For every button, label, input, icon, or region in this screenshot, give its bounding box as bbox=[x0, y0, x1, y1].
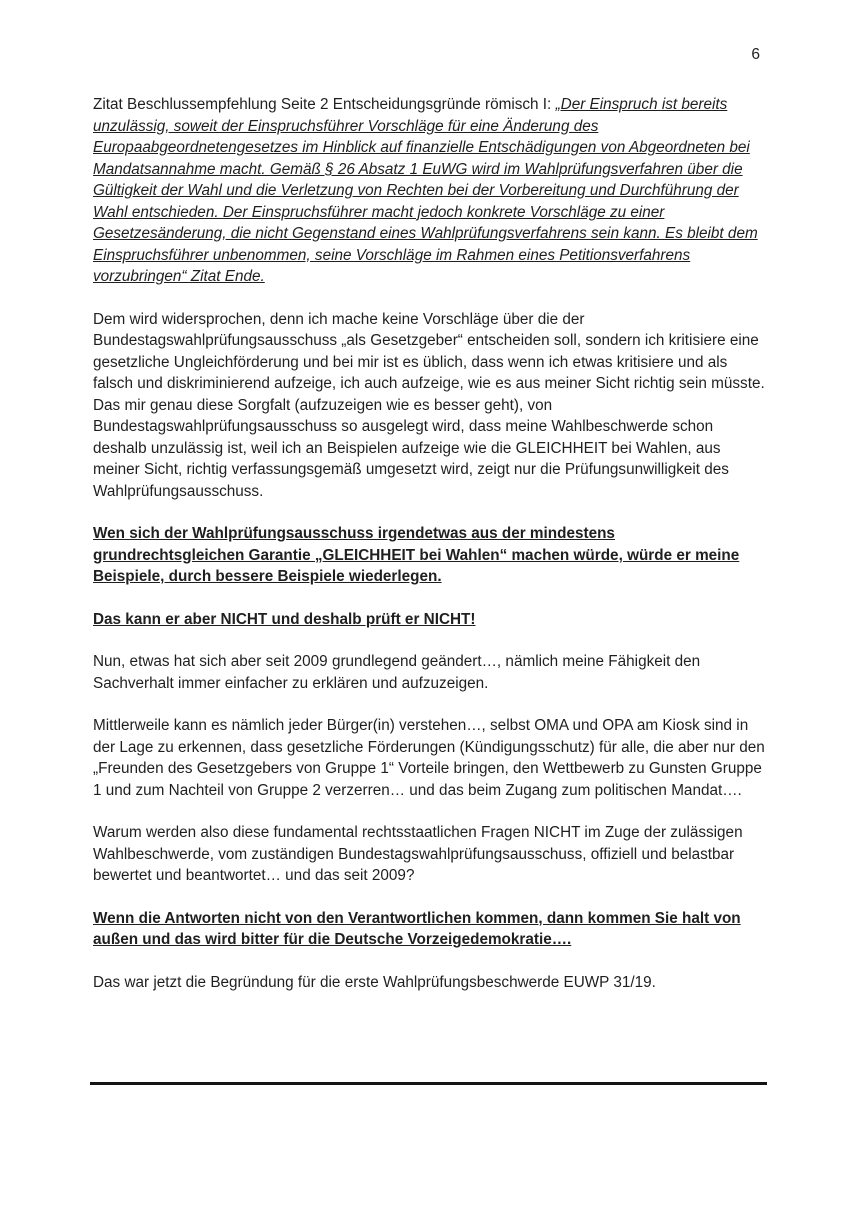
paragraph-emphasis-nicht: Das kann er aber NICHT und deshalb prüft er NICHT! bbox=[93, 610, 476, 628]
page-number: 6 bbox=[751, 46, 760, 63]
quote-lead-in: Zitat Beschlussempfehlung Seite 2 Entscheidungsgründe römisch I: bbox=[93, 96, 556, 113]
document-body bbox=[93, 94, 769, 1014]
paragraph-quote-block bbox=[93, 94, 769, 288]
paragraph-change-since-2009: Nun, etwas hat sich aber seit 2009 grundlegend geändert…, nämlich meine Fähigkeit den Sachverhalt immer einfacher zu erklären und aufzuzeigen. bbox=[93, 653, 701, 692]
paragraph-closing-statement: Das war jetzt die Begründung für die erste Wahlprüfungsbeschwerde EUWP 31/19. bbox=[93, 973, 656, 991]
paragraph-emphasis-guarantee: Wen sich der Wahlprüfungsausschuss irgendetwas aus der mindestens grundrechtsgleichen Garantie „GLEICHHEIT bei Wahlen“ machen würde, würde er meine Beispiele, durch bessere Beispiele wiederlegen. bbox=[93, 525, 740, 585]
footer-separator-line bbox=[90, 1082, 767, 1085]
paragraph-rebuttal: Dem wird widersprochen, denn ich mache keine Vorschläge über die der Bundestagswahlprüfungsausschuss „als Gesetzgeber“ entscheiden soll, sondern ich kritisiere eine gesetzliche Ungleichförderung und bei mir ist es üblich, dass wenn ich etwas kritisiere und als falsch und diskriminierend aufzeige, ich auch aufzeige, wie es aus meiner Sicht richtig sein müsste. Das mir genau diese Sorgfalt (aufzuzeigen wie es besser geht), von Bundestagswahlprüfungsausschuss so ausgelegt wird, dass meine Wahlbeschwerde schon deshalb unzulässig ist, weil ich an Beispielen aufzeige wie die GLEICHHEIT bei Wahlen, aus meiner Sicht, richtig verfassungsgemäß umgesetzt wird, zeigt nur die Prüfungsunwilligkeit des Wahlprüfungsausschuss. bbox=[93, 310, 765, 500]
paragraph-warum-frage: Warum werden also diese fundamental rechtsstaatlichen Fragen NICHT im Zuge der zulässigen Wahlbeschwerde, vom zuständigen Bundestagswahlprüfungsausschuss, offiziell und belastbar bewertet und beantwortet… und das seit 2009? bbox=[93, 824, 743, 884]
paragraph-emphasis-antworten: Wenn die Antworten nicht von den Verantwortlichen kommen, dann kommen Sie halt von außen und das wird bitter für die Deutsche Vorzeigedemokratie…. bbox=[93, 909, 741, 948]
block-quote-text: „Der Einspruch ist bereits unzulässig, soweit der Einspruchsführer Vorschläge für eine Änderung des Europaabgeordnetengesetzes im Hinblick auf finanzielle Entschädigungen von Abgeordneten bei Mandatsannahme macht. Gemäß § 26 Absatz 1 EuWG wird im Wahlprüfungsverfahren über die Gültigkeit der Wahl und die Verletzung von Rechten bei der Vorbereitung und Durchführung der Wahl entschieden. Der Einspruchsführer macht jedoch konkrete Vorschläge zu einer Gesetzesänderung, die nicht Gegenstand eines Wahlprüfungsverfahrens sein kann. Es bleibt dem Einspruchsführer unbenommen, seine Vorschläge im Rahmen eines Petitionsverfahrens vorzubringen“ Zitat Ende. bbox=[93, 96, 758, 285]
paragraph-oma-opa-example: Mittlerweile kann es nämlich jeder Bürger(in) verstehen…, selbst OMA und OPA am Kiosk sind in der Lage zu erkennen, dass gesetzliche Förderungen (Kündigungsschutz) für alle, die aber nur den „Freunden des Gesetzgebers von Gruppe 1“ Vorteile bringen, den Wettbewerb zu Gunsten Gruppe 1 und zum Nachteil von Gruppe 2 verzerren… und das beim Zugang zum politischen Mandat…. bbox=[93, 717, 765, 799]
